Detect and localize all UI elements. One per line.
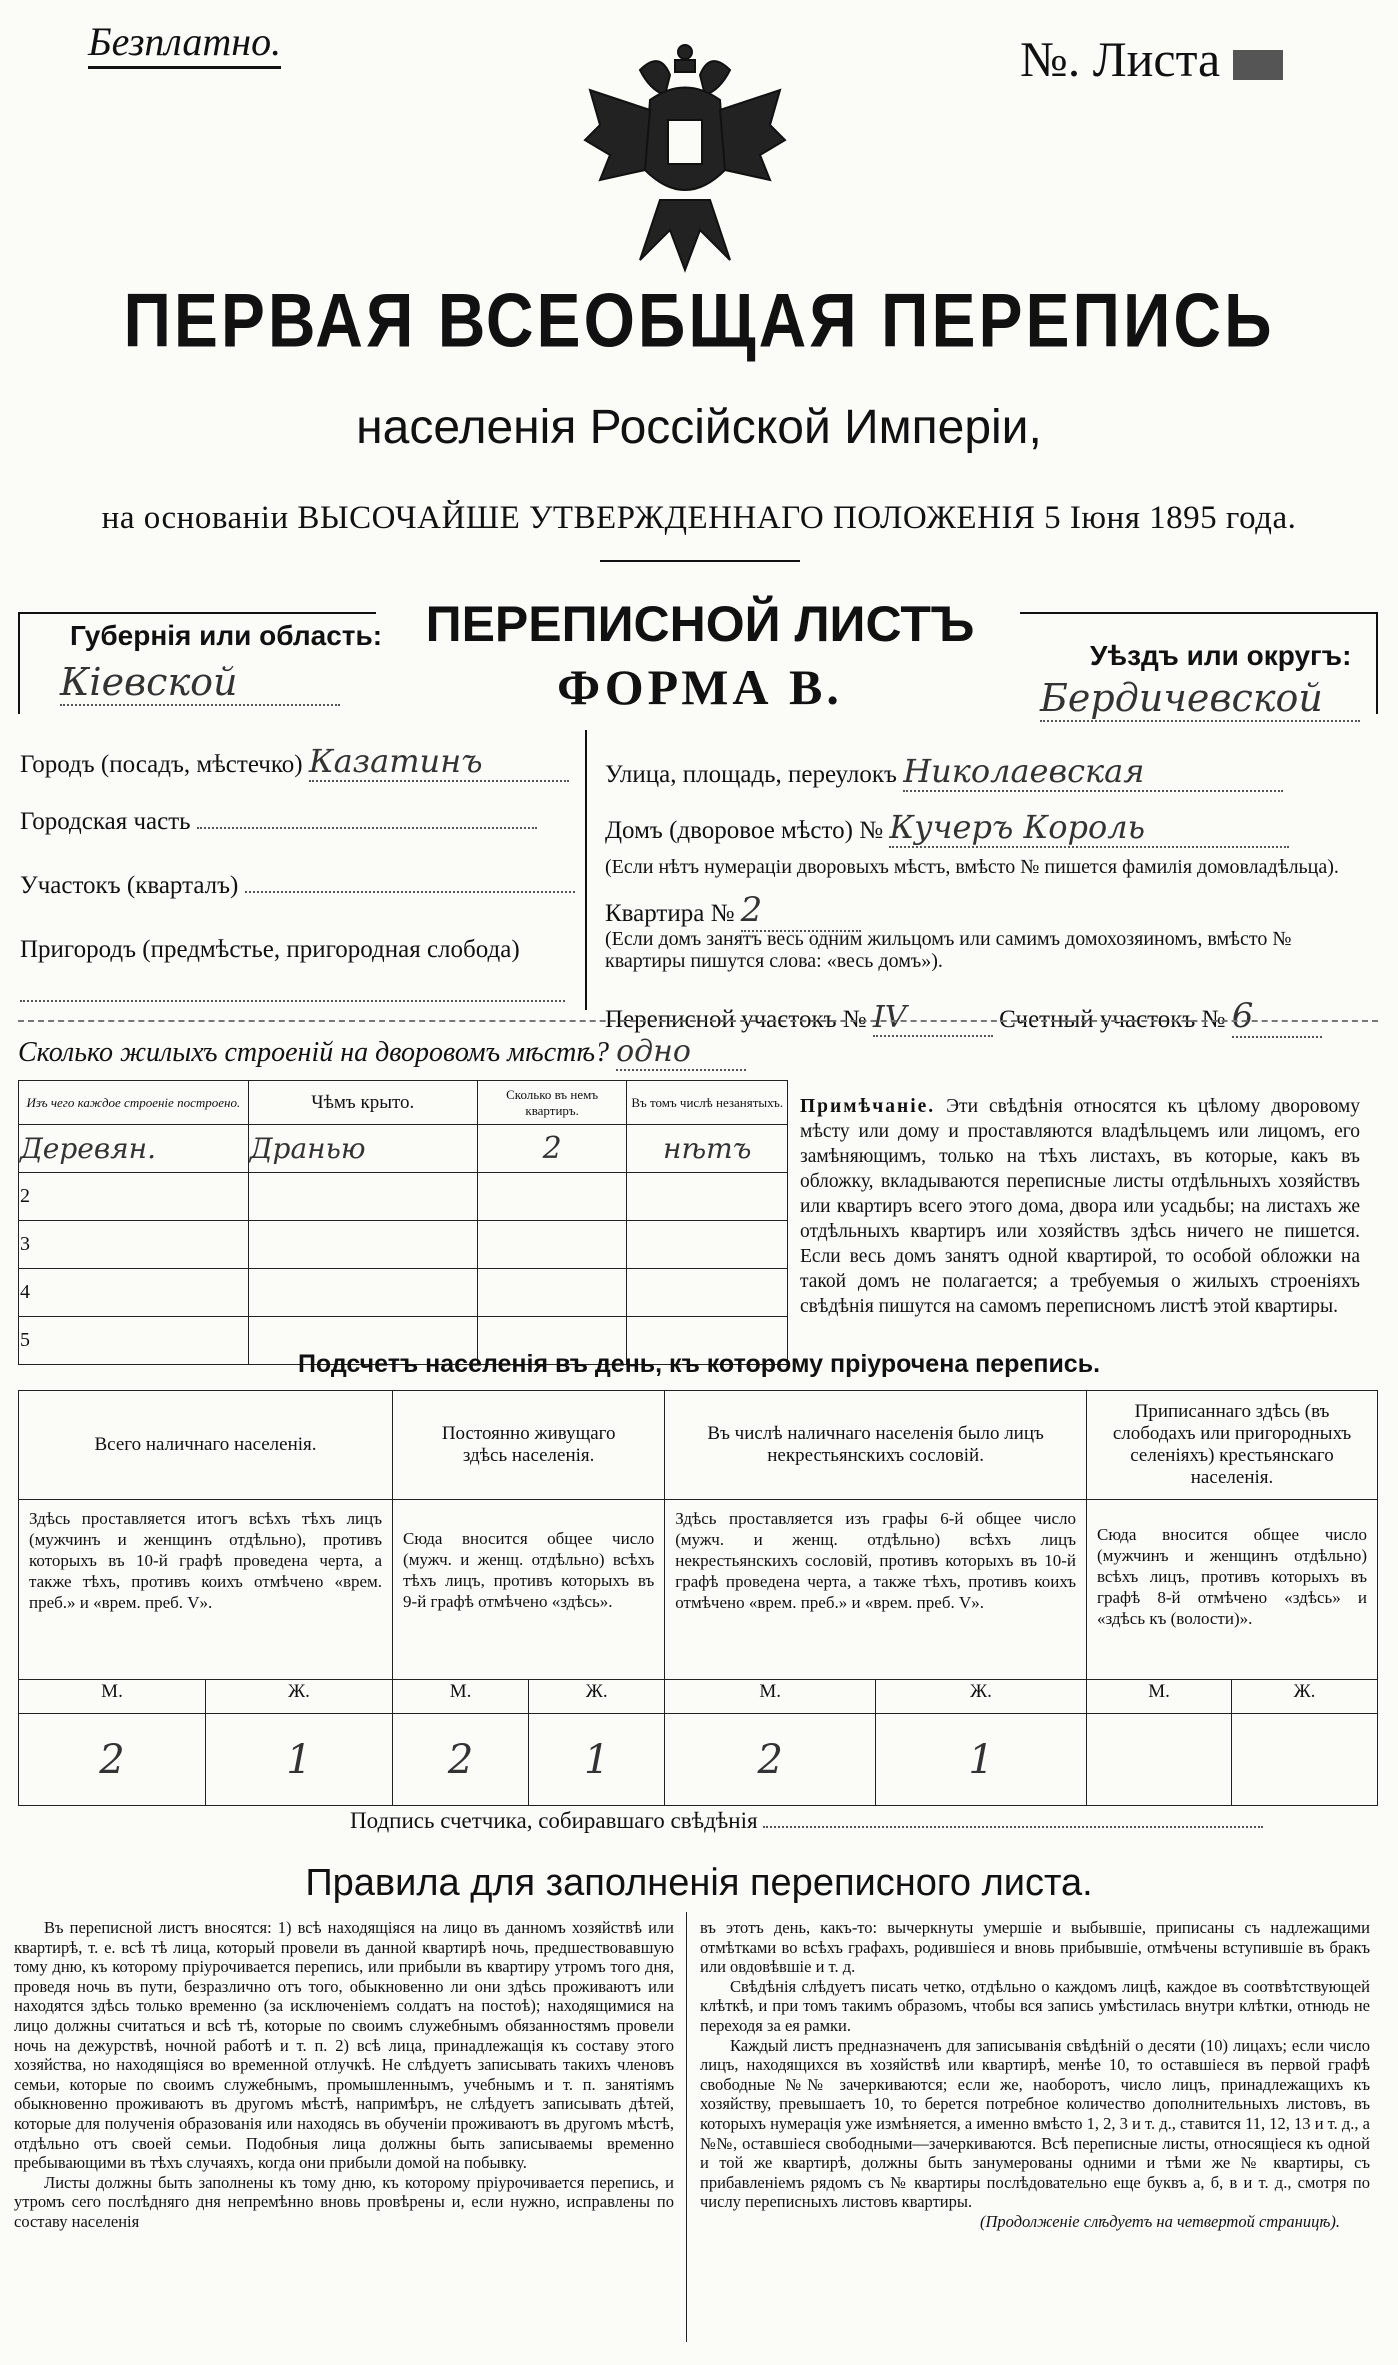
sex-m-label: М. bbox=[1087, 1680, 1232, 1714]
suburb-value bbox=[20, 1000, 565, 1002]
buildings-note bbox=[800, 1094, 1360, 1319]
free-label: Безплатно. bbox=[88, 18, 281, 69]
census-area-row bbox=[605, 996, 1322, 1038]
signature-label: Подпись счетчика, собиравшаго свѣдѣнія bbox=[350, 1808, 758, 1833]
city-row bbox=[20, 742, 565, 782]
roof-cell bbox=[248, 1269, 477, 1317]
uezd-label: Уѣздъ или округъ: bbox=[1090, 640, 1352, 671]
census-area-label: Переписной участокъ № bbox=[605, 1006, 867, 1033]
sheet-number-value bbox=[1233, 50, 1283, 80]
census-area-value: IV bbox=[873, 1000, 993, 1037]
population-value-row bbox=[19, 1714, 1378, 1806]
buildings-header-row bbox=[19, 1081, 788, 1125]
population-table bbox=[18, 1390, 1378, 1806]
population-title: Подсчетъ населенія въ день, къ которому пріурочена перепись. bbox=[297, 1350, 1101, 1378]
col-resident-desc: Сюда вносится общее число (мужч. и женщ. отдѣльно) всѣхъ тѣхъ лицъ, противъ которыхъ въ 9-й графѣ отмѣчено «здѣсь». bbox=[393, 1500, 665, 1680]
buildings-question bbox=[18, 1034, 746, 1071]
house-note: (Если нѣтъ нумераціи дворовыхъ мѣстъ, вмѣсто № пишется фамилія домовладѣльца). bbox=[605, 856, 1339, 878]
buildings-question-label: Сколько жилыхъ строеній на дворовомъ мѣстѣ? bbox=[18, 1037, 610, 1068]
street-row bbox=[605, 752, 1375, 792]
rules-right-column bbox=[700, 1918, 1370, 2232]
rules-continued: (Продолженіе слѣдуетъ на четвертой страницѣ). bbox=[980, 2211, 1340, 2231]
page-title: ПЕРВАЯ ВСЕОБЩАЯ ПЕРЕПИСЬ bbox=[123, 277, 1275, 363]
table-row bbox=[19, 1125, 788, 1173]
rules-left-paragraph: Листы должны быть заполнены къ тому дню, къ которому пріурочивается перепись, и утромъ сего послѣдняго дня непремѣнно вновь провѣрены и, если нужно, исправлены по составу населенія bbox=[14, 2172, 674, 2231]
house-row bbox=[605, 808, 1375, 848]
col-peasant-desc: Сюда вносится общее число (мужчинъ и женщинъ отдѣльно) всѣхъ лицъ, противъ которыхъ въ графѣ 8-й отмѣчено «здѣсь» и «здѣсь къ (волости)». bbox=[1087, 1500, 1378, 1680]
apartment-row bbox=[605, 890, 861, 932]
apartment-value: 2 bbox=[741, 890, 861, 932]
form-letter: ФОРМА В. bbox=[557, 659, 843, 715]
city-part-row bbox=[20, 808, 565, 836]
district-label: Участокъ (кварталъ) bbox=[20, 872, 239, 899]
resident-m-value: 2 bbox=[393, 1714, 529, 1806]
suburb-row bbox=[20, 936, 565, 964]
city-part-label: Городская часть bbox=[20, 808, 191, 835]
peasant-f-value bbox=[1232, 1714, 1378, 1806]
peasant-m-value bbox=[1087, 1714, 1232, 1806]
buildings-table bbox=[18, 1080, 788, 1365]
guberniya-value: Кіевской bbox=[60, 660, 340, 706]
apts-header: Сколько въ немъ квартиръ. bbox=[477, 1081, 627, 1125]
population-sex-row bbox=[19, 1680, 1378, 1714]
rules-right-paragraph: въ этотъ день, какъ-то: вычеркнуты умершіе и выбывшіе, приписаны съ надлежащими отмѣтками во всѣхъ графахъ, родившіеся и вновь прибывшіе, отмѣчены вступившіе въ бракъ или овдовѣвшіе и т. д. bbox=[700, 1918, 1370, 1977]
row-number: 4 bbox=[19, 1269, 249, 1317]
col-peasant-head: Приписаннаго здѣсь (въ слободахъ или пригородныхъ селеніяхъ) крестьянскаго населенія. bbox=[1087, 1391, 1378, 1500]
street-label: Улица, площадь, переулокъ bbox=[605, 761, 897, 788]
house-value: Кучеръ Король bbox=[889, 808, 1289, 848]
population-desc-row bbox=[19, 1500, 1378, 1680]
col-total-desc: Здѣсь проставляется итогъ всѣхъ тѣхъ лицъ (мужчинъ и женщинъ отдѣльно), противъ которыхъ въ 10-й графѣ проведена черта, а также тѣхъ, противъ коихъ отмѣчено «врем. преб.» и «врем. преб. V». bbox=[19, 1500, 393, 1680]
material-header: Изъ чего каждое строеніе построено. bbox=[19, 1081, 249, 1125]
roof-cell bbox=[248, 1173, 477, 1221]
vacant-cell bbox=[627, 1221, 788, 1269]
vacant-cell bbox=[627, 1173, 788, 1221]
legal-basis: на основаніи ВЫСОЧАЙШЕ УТВЕРЖДЕННАГО ПОЛОЖЕНІЯ 5 Іюня 1895 года. bbox=[101, 500, 1297, 536]
district-row bbox=[20, 872, 565, 900]
apts-cell bbox=[477, 1173, 627, 1221]
apts-cell: 2 bbox=[477, 1125, 627, 1173]
sex-f-label: Ж. bbox=[206, 1680, 393, 1714]
table-row bbox=[19, 1221, 788, 1269]
nonpeasant-f-value: 1 bbox=[876, 1714, 1087, 1806]
signature-value bbox=[763, 1826, 1263, 1828]
row-number: 3 bbox=[19, 1221, 249, 1269]
material-cell: Деревян. bbox=[19, 1125, 249, 1173]
row-number: 5 bbox=[19, 1317, 249, 1365]
sex-m-label: М. bbox=[665, 1680, 876, 1714]
apts-cell bbox=[477, 1221, 627, 1269]
resident-f-value: 1 bbox=[529, 1714, 665, 1806]
sheet-number-label: №. Листа bbox=[1020, 31, 1221, 87]
header-divider bbox=[600, 560, 800, 562]
col-nonpeasant-desc: Здѣсь проставляется изъ графы 6-й общее число (мужч. и женщ. отдѣльно) всѣхъ лицъ некрестьянскихъ сословій, противъ которыхъ въ 10-й графѣ проведена черта, а также тѣхъ, противъ коихъ отмѣчено «врем. преб.» и «врем. преб. V». bbox=[665, 1500, 1087, 1680]
table-row bbox=[19, 1269, 788, 1317]
rules-right-paragraph: Свѣдѣнія слѣдуетъ писать четко, отдѣльно о каждомъ лицѣ, каждое въ соотвѣтствующей клѣткѣ, и при томъ такимъ образомъ, чтобы вся запись умѣстилась внутри клѣтки, отнюдь не переходя за ея рамки. bbox=[700, 1976, 1370, 2035]
sex-f-label: Ж. bbox=[876, 1680, 1087, 1714]
col-resident-head: Постоянно живущаго здѣсь населенія. bbox=[393, 1391, 665, 1500]
sex-m-label: М. bbox=[19, 1680, 206, 1714]
rules-right-paragraph: Каждый листъ предназначенъ для записыванія свѣдѣній о десяти (10) лицахъ; если число лицъ, находящихся въ хозяйствѣ или квартирѣ, менѣе 10, то оставшіеся въ первой графѣ свободные №№ зачеркиваются; если же, наоборотъ, число лицъ, принадлежащихъ къ хозяйству, превышаетъ 10, то берется потребное количество дополнительныхъ листовъ, въ которыхъ нумерація уже измѣняется, а именно вмѣсто 1, 2, 3 и т. д., ставится 11, 12, 13 и т. д., а №№, оставшіеся свободными—зачеркиваются. Всѣ переписные листы, относящіеся къ одной и той же квартирѣ, должны быть занумерованы одними и тѣми же № квартиры, съ прибавленіемъ рядомъ съ № квартиры послѣдовательно еще буквъ а, б, в и т. д., смотря по числу переписныхъ листовъ квартиры. bbox=[700, 2035, 1370, 2212]
rules-left-column bbox=[14, 1918, 674, 2232]
sheet-number bbox=[1020, 30, 1283, 88]
district-value bbox=[245, 891, 575, 893]
city-value: Казатинъ bbox=[309, 742, 569, 782]
city-label: Городъ (посадъ, мѣстечко) bbox=[20, 751, 303, 778]
sex-f-label: Ж. bbox=[1232, 1680, 1378, 1714]
address-bottom-rule bbox=[18, 1020, 1378, 1022]
count-area-label: Счетный участокъ № bbox=[999, 1006, 1226, 1033]
row-number: 2 bbox=[19, 1173, 249, 1221]
suburb-label: Пригородъ (предмѣстье, пригородная слобода) bbox=[20, 936, 520, 963]
apartment-note: (Если домъ занятъ весь одним жильцомъ или самимъ домохозяиномъ, вмѣсто № квартиры пишутся слова: «весь домъ»). bbox=[605, 928, 1292, 972]
signature-row bbox=[350, 1808, 1263, 1834]
vacant-cell bbox=[627, 1269, 788, 1317]
house-label: Домъ (дворовое мѣсто) № bbox=[605, 817, 884, 844]
imperial-eagle-icon bbox=[580, 30, 790, 275]
table-row bbox=[19, 1173, 788, 1221]
address-divider bbox=[585, 730, 587, 1010]
rules-title: Правила для заполненія переписного листа. bbox=[305, 1862, 1093, 1904]
apts-cell bbox=[477, 1269, 627, 1317]
rules-left-paragraph: Въ переписной листъ вносятся: 1) всѣ находящіяся на лицо въ данномъ хозяйствѣ или квартирѣ, т. е. всѣ тѣ лица, который провели въ данной квартирѣ ночь, предшествовавшую тому дню, къ которому пріурочивается перепись, или прибыли въ квартиру утромъ того дня, проведя ночь въ пути, безразлично отъ того, обыкновенно ли они здѣсь проживаютъ или находятся здѣсь только временно (за исключеніемъ солдатъ на постоѣ); находящимися на лицо должны считаться и всѣ тѣ, которые по своимъ служебнымъ обязанностямъ провели ночь на дежурствѣ, ночной работѣ и т. п. 2) всѣ лица, принадлежащія къ составу этого хозяйства, но находящіяся во временной отлучкѣ. Не слѣдуетъ записывать такихъ членовъ семьи, которые по своимъ служебнымъ, промышленнымъ, учебнымъ и т. п. занятіямъ обыкновенно проживаютъ въ другомъ мѣстѣ, напримѣръ, не слѣдуетъ записывать дѣтей, которые для полученія образованія или находясь въ обученіи проживаютъ въ другомъ мѣстѣ, отдѣльно отъ своей семьи. Подобныя лица должны быть записываемы временно пребывающими въ тѣхъ случаяхъ, когда они прибыли домой на побывку. bbox=[14, 1918, 674, 2173]
apartment-label: Квартира № bbox=[605, 900, 735, 927]
buildings-note-text: Эти свѣдѣнія относятся къ цѣлому дворовому мѣсту или дому и проставляются владѣльцемъ или лицомъ, его замѣняющимъ, только на тѣхъ листахъ, въ которые, какъ въ обложку, вкладываются переписные листы отдѣльныхъ хозяйствъ или квартиръ всего этого дома, двора или усадьбы; на листахъ же отдѣльныхъ квартиръ или хозяйствъ здѣсь ничего не пишется. Если весь домъ занятъ одной квартирой, то особой обложки на такой домъ не полагается; а требуемыя о жилыхъ строеніяхъ свѣдѣнія пишутся на самомъ переписномъ листѣ этой квартиры. bbox=[800, 1096, 1361, 1317]
vacant-header: Въ томъ числѣ незанятыхъ. bbox=[627, 1081, 788, 1125]
total-f-value: 1 bbox=[206, 1714, 393, 1806]
col-total-head: Всего наличнаго населенія. bbox=[19, 1391, 393, 1500]
roof-cell: Дранью bbox=[248, 1125, 477, 1173]
sex-m-label: М. bbox=[393, 1680, 529, 1714]
form-title: ПЕРЕПИСНОЙ ЛИСТЪ bbox=[425, 596, 975, 652]
buildings-answer: одно bbox=[616, 1034, 746, 1071]
page-subtitle: населенія Россійской Имперіи, bbox=[356, 401, 1042, 454]
roof-cell bbox=[248, 1221, 477, 1269]
city-part-value bbox=[197, 827, 537, 829]
street-value: Николаевская bbox=[903, 752, 1283, 792]
count-area-value: 6 bbox=[1232, 996, 1322, 1038]
col-nonpeasant-head: Въ числѣ наличнаго населенія было лицъ некрестьянскихъ сословій. bbox=[665, 1391, 1087, 1500]
total-m-value: 2 bbox=[19, 1714, 206, 1806]
population-head-row bbox=[19, 1391, 1378, 1500]
roof-header: Чѣмъ крыто. bbox=[248, 1081, 477, 1125]
vacant-cell: нѣтъ bbox=[627, 1125, 788, 1173]
sex-f-label: Ж. bbox=[529, 1680, 665, 1714]
rules-divider bbox=[686, 1912, 687, 2342]
buildings-note-title: Примѣчаніе. bbox=[800, 1096, 936, 1117]
uezd-value: Бердичевской bbox=[1040, 676, 1360, 722]
nonpeasant-m-value: 2 bbox=[665, 1714, 876, 1806]
guberniya-label: Губернія или область: bbox=[70, 620, 383, 651]
